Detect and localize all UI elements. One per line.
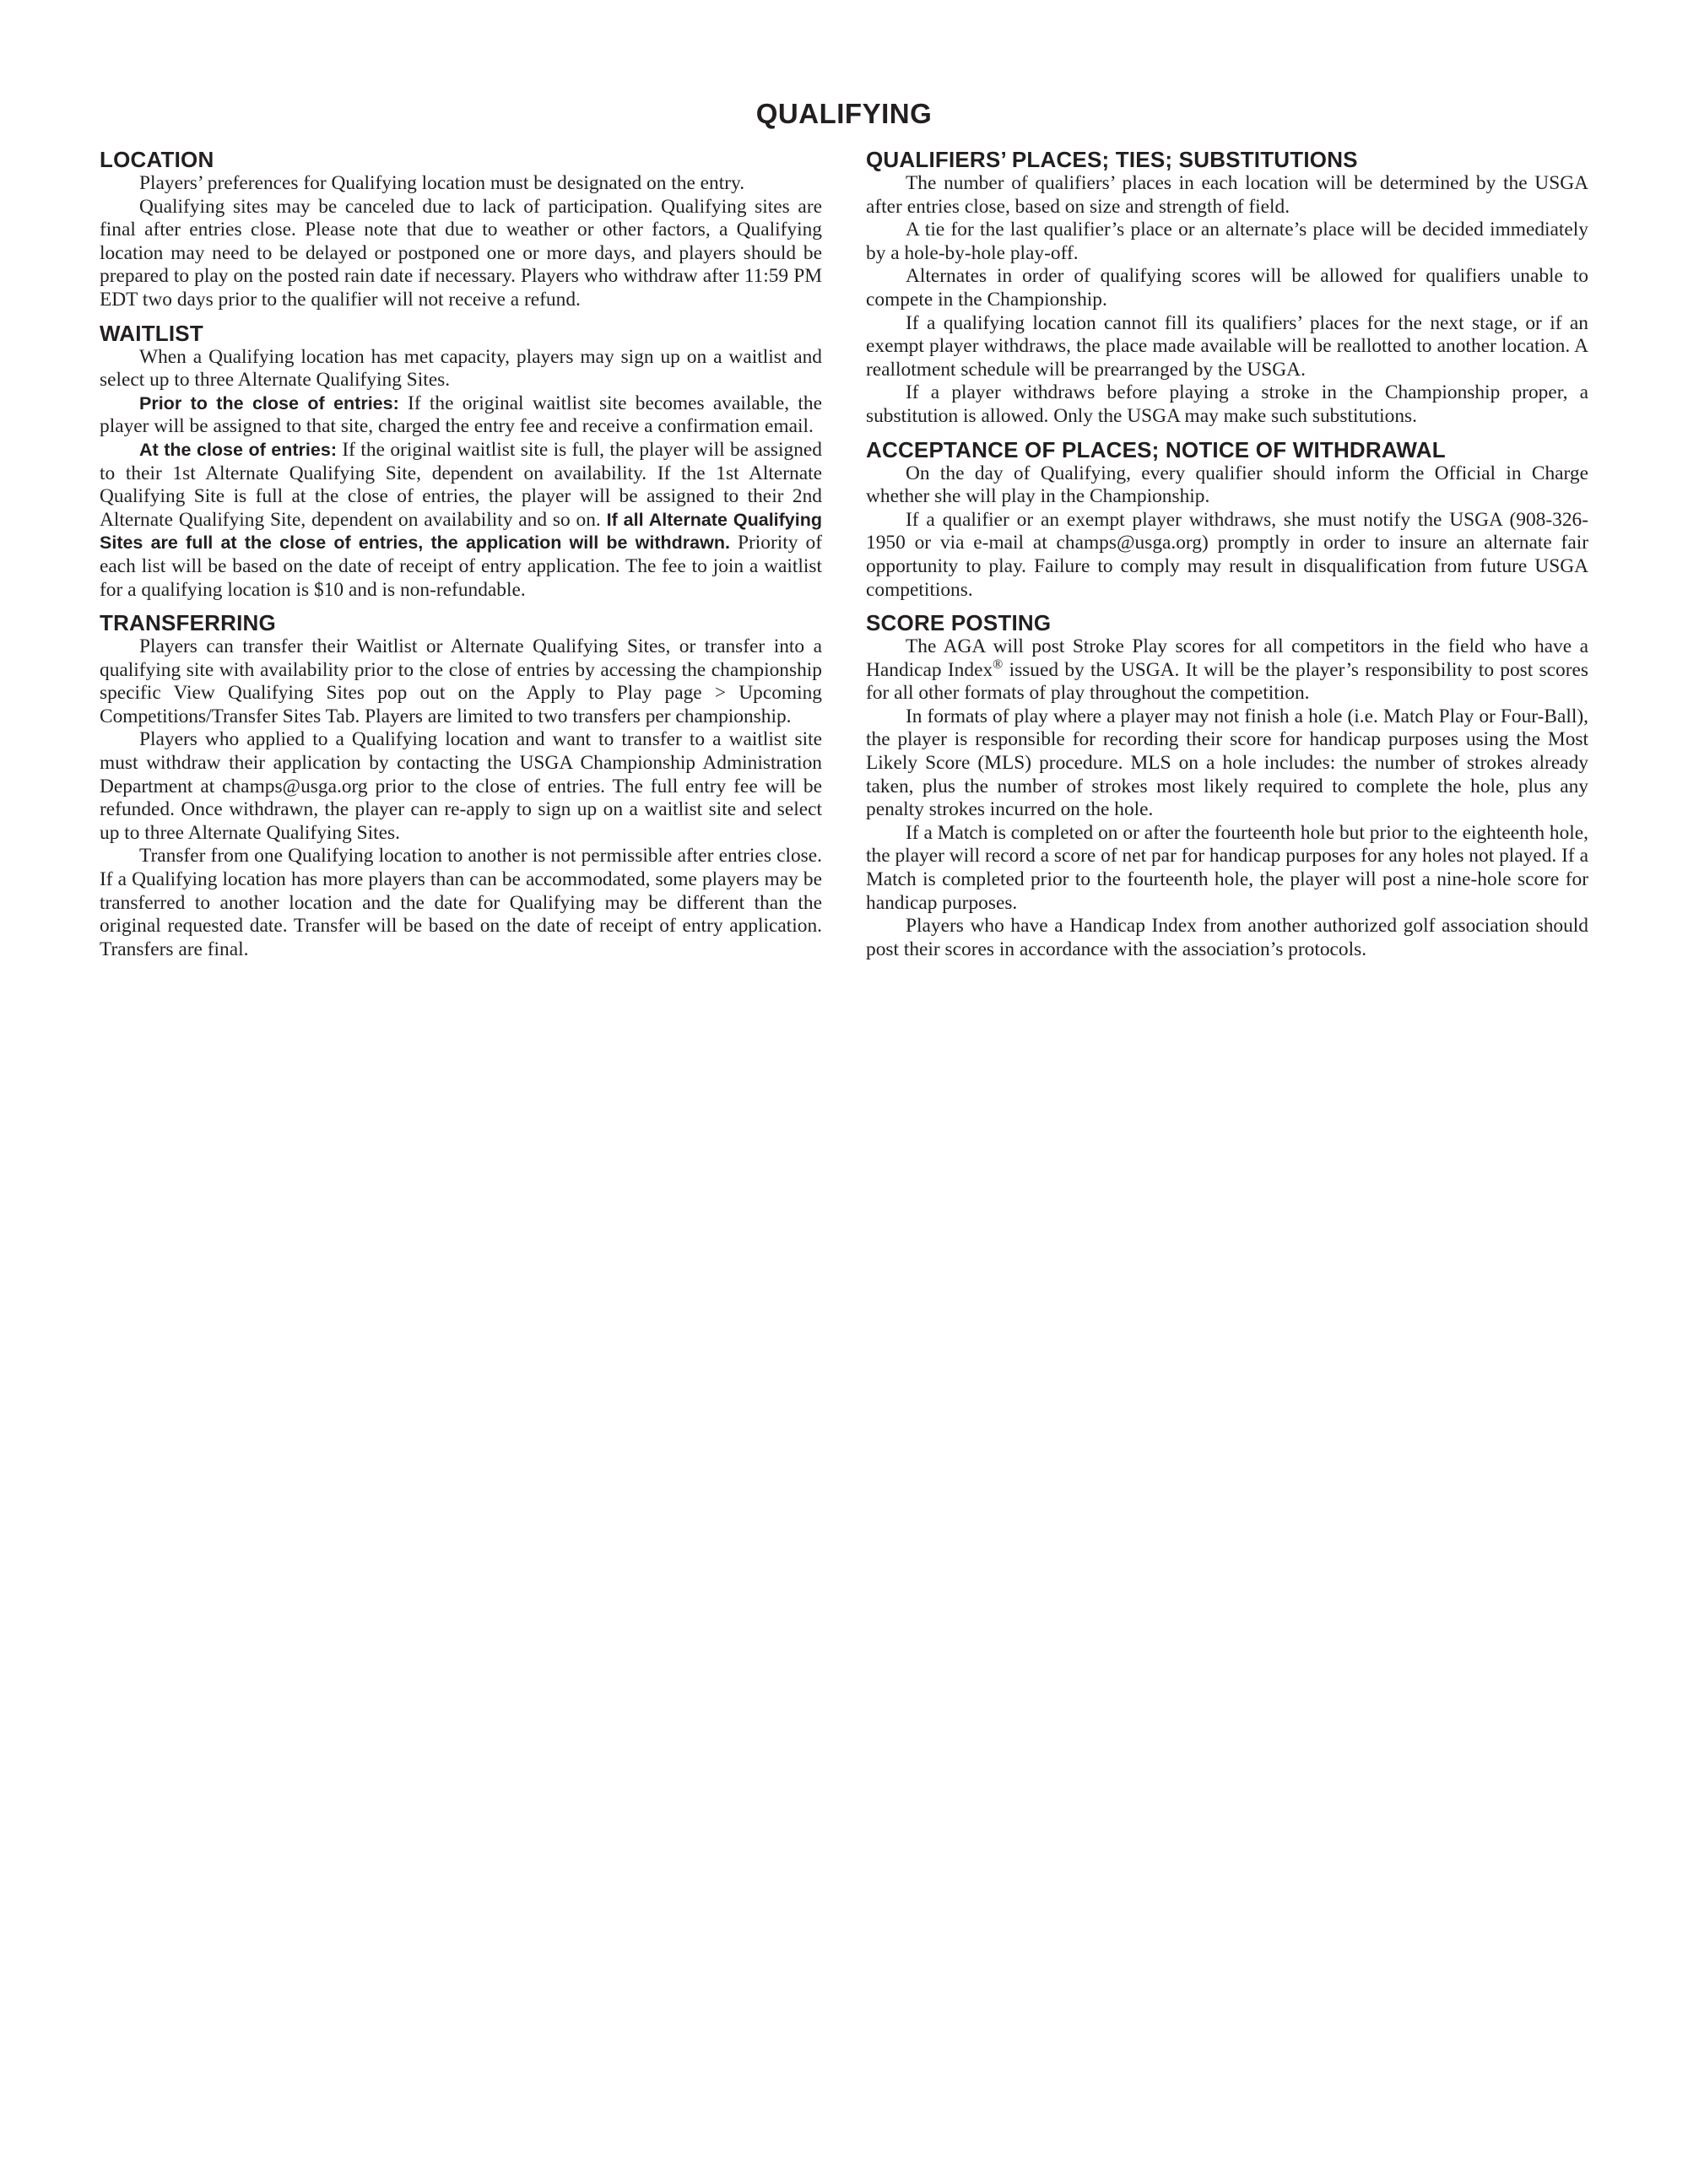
paragraph-text: If the original waitlist site becomes available, the player will be assigned to that site, charged the entry fee and receive a confirmation email.	[100, 392, 822, 438]
section-heading: SCORE POSTING	[866, 610, 1052, 636]
bold-notice: If all Alternate Qualifying Sites are full at the close of entries, the application will be withdrawn.	[100, 509, 822, 554]
paragraph	[100, 439, 822, 602]
paragraph: If a Match is completed on or after the fourteenth hole but prior to the eighteenth hole, the player will record a score of net par for handicap purposes for any holes not played. If a Match is completed prior to the fourteenth hole, the player will post a nine-hole score for handicap purposes.	[866, 821, 1588, 914]
left-column	[100, 147, 822, 970]
right-column	[866, 147, 1588, 970]
paragraph-text: If the original waitlist site is full, the player will be assigned to their 1st Alternate Qualifying Site, dependent on availability. If the 1st Alternate Qualifying Site is full at the close of entries, the player will be assigned to their 2nd Alternate Qualifying Site, dependent on availability and so on.	[100, 438, 823, 531]
section-location	[100, 147, 822, 312]
paragraph: When a Qualifying location has met capacity, players may sign up on a waitlist and select up to three Alternate Qualifying Sites.	[100, 345, 822, 392]
paragraph: Players’ preferences for Qualifying location must be designated on the entry.	[139, 172, 745, 194]
section-score-posting	[866, 610, 1588, 961]
paragraph-text: issued by the USGA. It will be the player’s responsibility to post scores for all other formats of play throughout the competition.	[866, 658, 1588, 705]
paragraph-text: The AGA will post Stroke Play scores for all competitors in the field who have a Handicap Index	[866, 635, 1588, 681]
section-heading: TRANSFERRING	[100, 610, 276, 636]
paragraph: Alternates in order of qualifying scores will be allowed for qualifiers unable to compete in the Championship.	[866, 265, 1588, 311]
bold-lead: Prior to the close of entries:	[139, 392, 399, 414]
section-heading: ACCEPTANCE OF PLACES; NOTICE OF WITHDRAWAL	[866, 436, 1446, 462]
section-acceptance	[866, 437, 1588, 603]
paragraph	[866, 635, 1588, 705]
paragraph: Players who applied to a Qualifying location and want to transfer to a waitlist site must withdraw their application by contacting the USGA Championship Administration Department at champs@usga.org prior to the close of entries. The full entry fee will be refunded. Once withdrawn, the player can re-apply to sign up on a waitlist site and select up to three Alternate Qualifying Sites.	[100, 728, 822, 844]
paragraph: If a player withdraws before playing a stroke in the Championship proper, a substitution is allowed. Only the USGA may make such substitutions.	[866, 381, 1588, 427]
section-heading: QUALIFIERS’ PLACES; TIES; SUBSTITUTIONS	[866, 147, 1358, 172]
section-heading: WAITLIST	[100, 320, 203, 346]
paragraph: The number of qualifiers’ places in each location will be determined by the USGA after entries close, based on size and strength of field.	[866, 172, 1588, 218]
paragraph	[100, 392, 822, 439]
paragraph: In formats of play where a player may not finish a hole (i.e. Match Play or Four-Ball), the player is responsible for recording their score for handicap purposes using the Most Likely Score (MLS) procedure. MLS on a hole includes: the number of strokes already taken, plus the number of strokes most likely required to complete the hole, plus any penalty strokes incurred on the hole.	[866, 705, 1588, 821]
page-title: QUALIFYING	[755, 98, 933, 129]
section-waitlist	[100, 321, 822, 603]
paragraph: If a qualifying location cannot fill its qualifiers’ places for the next stage, or if an exempt player withdraws, the place made available will be reallotted to another location. A reallotment schedule will be prearranged by the USGA.	[866, 311, 1588, 381]
section-qualifiers-places	[866, 147, 1588, 429]
paragraph: Players who have a Handicap Index from another authorized golf association should post their scores in accordance with the association’s protocols.	[866, 915, 1588, 960]
paragraph: Players can transfer their Waitlist or Alternate Qualifying Sites, or transfer into a qualifying site with availability prior to the close of entries by accessing the championship specific View Qualifying Sites pop out on the Apply to Play page > Upcoming Competitions/Transfer Sites Tab. Players are limited to two transfers per championship.	[100, 635, 822, 727]
paragraph: Qualifying sites may be canceled due to lack of participation. Qualifying sites are final after entries close. Please note that due to weather or other factors, a Qualifying location may need to be delayed or postponed one or more days, and players should be prepared to play on the posted rain date if necessary. Players who withdraw after 11:59 PM EDT two days prior to the qualifier will not receive a refund.	[100, 195, 822, 311]
paragraph: If a qualifier or an exempt player withdraws, she must notify the USGA (908-326-1950 or via e-mail at champs@usga.org) promptly in order to insure an alternate fair opportunity to play. Failure to comply may result in disqualification from future USGA competitions.	[866, 508, 1588, 601]
paragraph: Transfer from one Qualifying location to another is not permissible after entries close. If a Qualifying location has more players than can be accommodated, some players may be transferred to another location and the date for Qualifying may be different than the original requested date. Transfer will be based on the date of receipt of entry application. Transfers are final.	[100, 845, 822, 960]
bold-lead: At the close of entries:	[139, 439, 337, 460]
paragraph: A tie for the last qualifier’s place or an alternate’s place will be decided immediately by a hole-by-hole play-off.	[866, 219, 1588, 264]
registered-mark: ®	[993, 657, 1004, 672]
section-transferring	[100, 610, 822, 961]
paragraph-text: Priority of each list will be based on the date of receipt of entry application. The fee to join a waitlist for a qualifying location is $10 and is non-refundable.	[100, 532, 823, 601]
section-heading: LOCATION	[100, 147, 214, 172]
paragraph: On the day of Qualifying, every qualifier should inform the Official in Charge whether she will play in the Championship.	[866, 462, 1588, 508]
